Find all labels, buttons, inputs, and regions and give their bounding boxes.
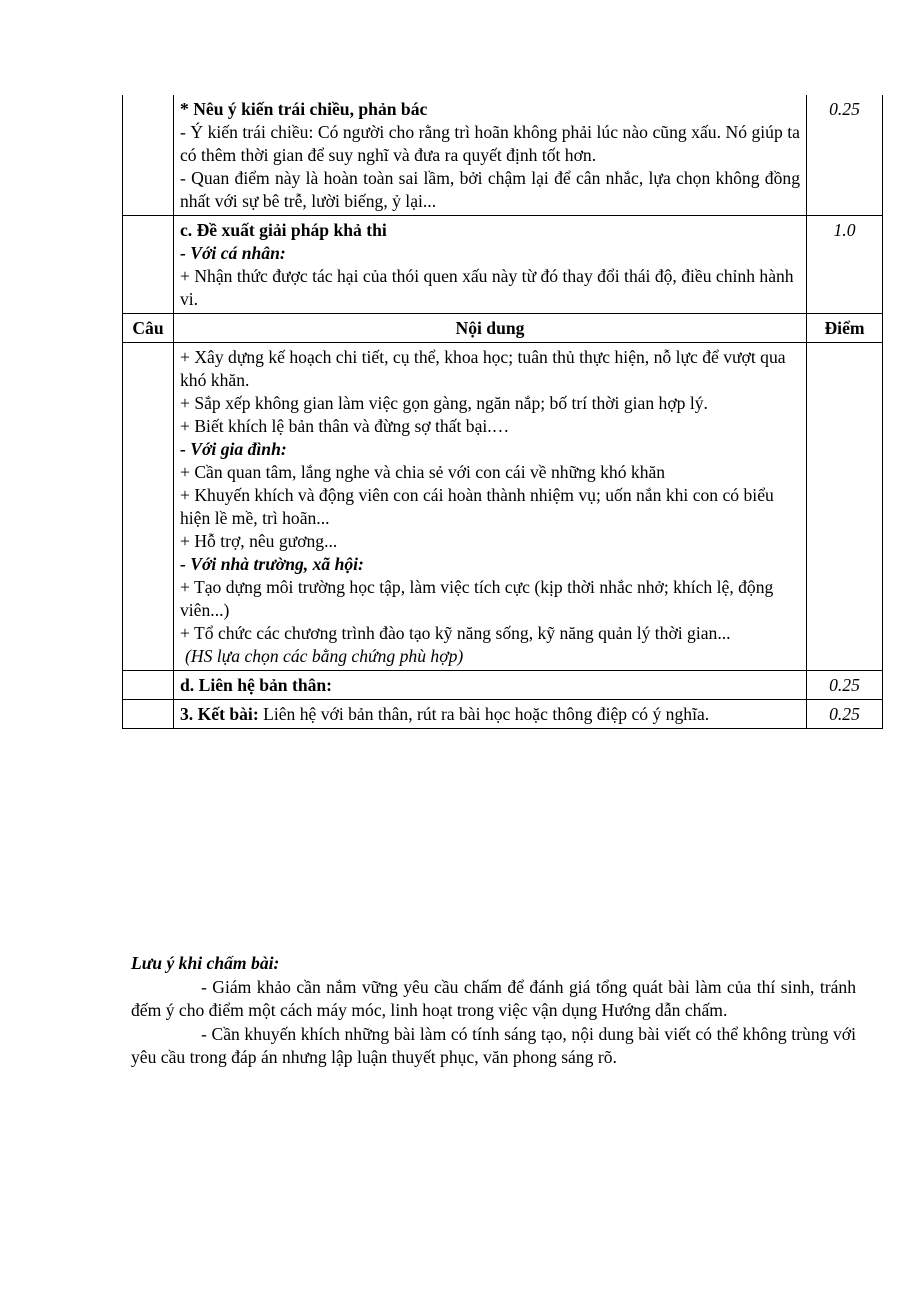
score-cell: 0.25: [807, 95, 883, 216]
question-cell: [123, 700, 174, 729]
question-cell: [123, 216, 174, 314]
content-cell: [174, 700, 807, 729]
content-cell: [174, 343, 807, 671]
answer-key-table-wrapper: [122, 95, 882, 729]
content-cell: [174, 216, 807, 314]
evidence-note: (HS lựa chọn các bằng chứng phù hợp): [185, 646, 464, 666]
header-diem: Điểm: [807, 314, 883, 343]
content-line: + Sắp xếp không gian làm việc gọn gàng, ngăn nắp; bố trí thời gian hợp lý.: [180, 393, 708, 413]
content-line: + Nhận thức được tác hại của thói quen xấu này từ đó thay đổi thái độ, điều chỉnh hành vi.: [180, 266, 794, 309]
score-cell: 0.25: [807, 700, 883, 729]
content-line: + Cần quan tâm, lắng nghe và chia sẻ với con cái về những khó khăn: [180, 462, 666, 482]
grading-notes: [131, 952, 856, 1070]
content-line: - Ý kiến trái chiều: Có người cho rằng trì hoãn không phải lúc nào cũng xấu. Nó giúp ta có thêm thời gian để suy nghĩ và đưa ra quyết định tốt hơn.: [180, 122, 800, 165]
content-cell: [174, 671, 807, 700]
question-cell: [123, 671, 174, 700]
content-line: + Biết khích lệ bản thân và đừng sợ thất bại.…: [180, 416, 510, 436]
row-title: 3. Kết bài:: [180, 704, 259, 724]
question-cell: [123, 95, 174, 216]
header-cau: Câu: [123, 314, 174, 343]
content-line: + Tổ chức các chương trình đào tạo kỹ năng sống, kỹ năng quản lý thời gian...: [180, 623, 731, 643]
table-row-counter-argument: [123, 95, 883, 216]
answer-key-table: [122, 95, 883, 729]
content-line: + Hỗ trợ, nêu gương...: [180, 531, 338, 551]
school-subtitle: - Với nhà trường, xã hội:: [180, 554, 364, 574]
content-line: Liên hệ với bản thân, rút ra bài học hoặc thông điệp có ý nghĩa.: [258, 704, 710, 724]
row-title: * Nêu ý kiến trái chiều, phản bác: [180, 99, 428, 119]
table-row-conclusion: [123, 700, 883, 729]
table-row-solution: [123, 216, 883, 314]
table-row-self: [123, 671, 883, 700]
score-cell: [807, 343, 883, 671]
row-title: c. Đề xuất giải pháp khả thi: [180, 220, 387, 240]
content-line: + Khuyến khích và động viên con cái hoàn thành nhiệm vụ; uốn nắn khi con có biểu hiện lề mề, trì hoãn...: [180, 485, 774, 528]
content-line: + Xây dựng kế hoạch chi tiết, cụ thể, khoa học; tuân thủ thực hiện, nỗ lực để vượt qua khó khăn.: [180, 347, 786, 390]
content-line: - Quan điểm này là hoàn toàn sai lầm, bởi chậm lại để cân nhắc, lựa chọn không đồng nhất với sự bê trễ, lười biếng, ỷ lại...: [180, 168, 800, 211]
notes-heading: Lưu ý khi chấm bài:: [131, 953, 280, 973]
table-row-solution-continued: [123, 343, 883, 671]
content-cell: [174, 95, 807, 216]
note-item: - Cần khuyến khích những bài làm có tính sáng tạo, nội dung bài viết có thể không trùng với yêu cầu trong đáp án nhưng lập luận thuyết phục, văn phong sáng rõ.: [131, 1023, 856, 1067]
note-item: - Giám khảo cần nắm vững yêu cầu chấm để đánh giá tổng quát bài làm của thí sinh, tránh đếm ý cho điểm một cách máy móc, linh hoạt trong việc vận dụng Hướng dẫn chấm.: [131, 976, 856, 1020]
question-cell: [123, 343, 174, 671]
score-cell: 1.0: [807, 216, 883, 314]
row-title: d. Liên hệ bản thân:: [180, 675, 333, 695]
family-subtitle: - Với gia đình:: [180, 439, 287, 459]
score-cell: 0.25: [807, 671, 883, 700]
content-line: + Tạo dựng môi trường học tập, làm việc tích cực (kịp thời nhắc nhở; khích lệ, động viên...): [180, 577, 774, 620]
row-subtitle: - Với cá nhân:: [180, 243, 286, 263]
table-header-row: [123, 314, 883, 343]
header-noi-dung: Nội dung: [174, 314, 807, 343]
